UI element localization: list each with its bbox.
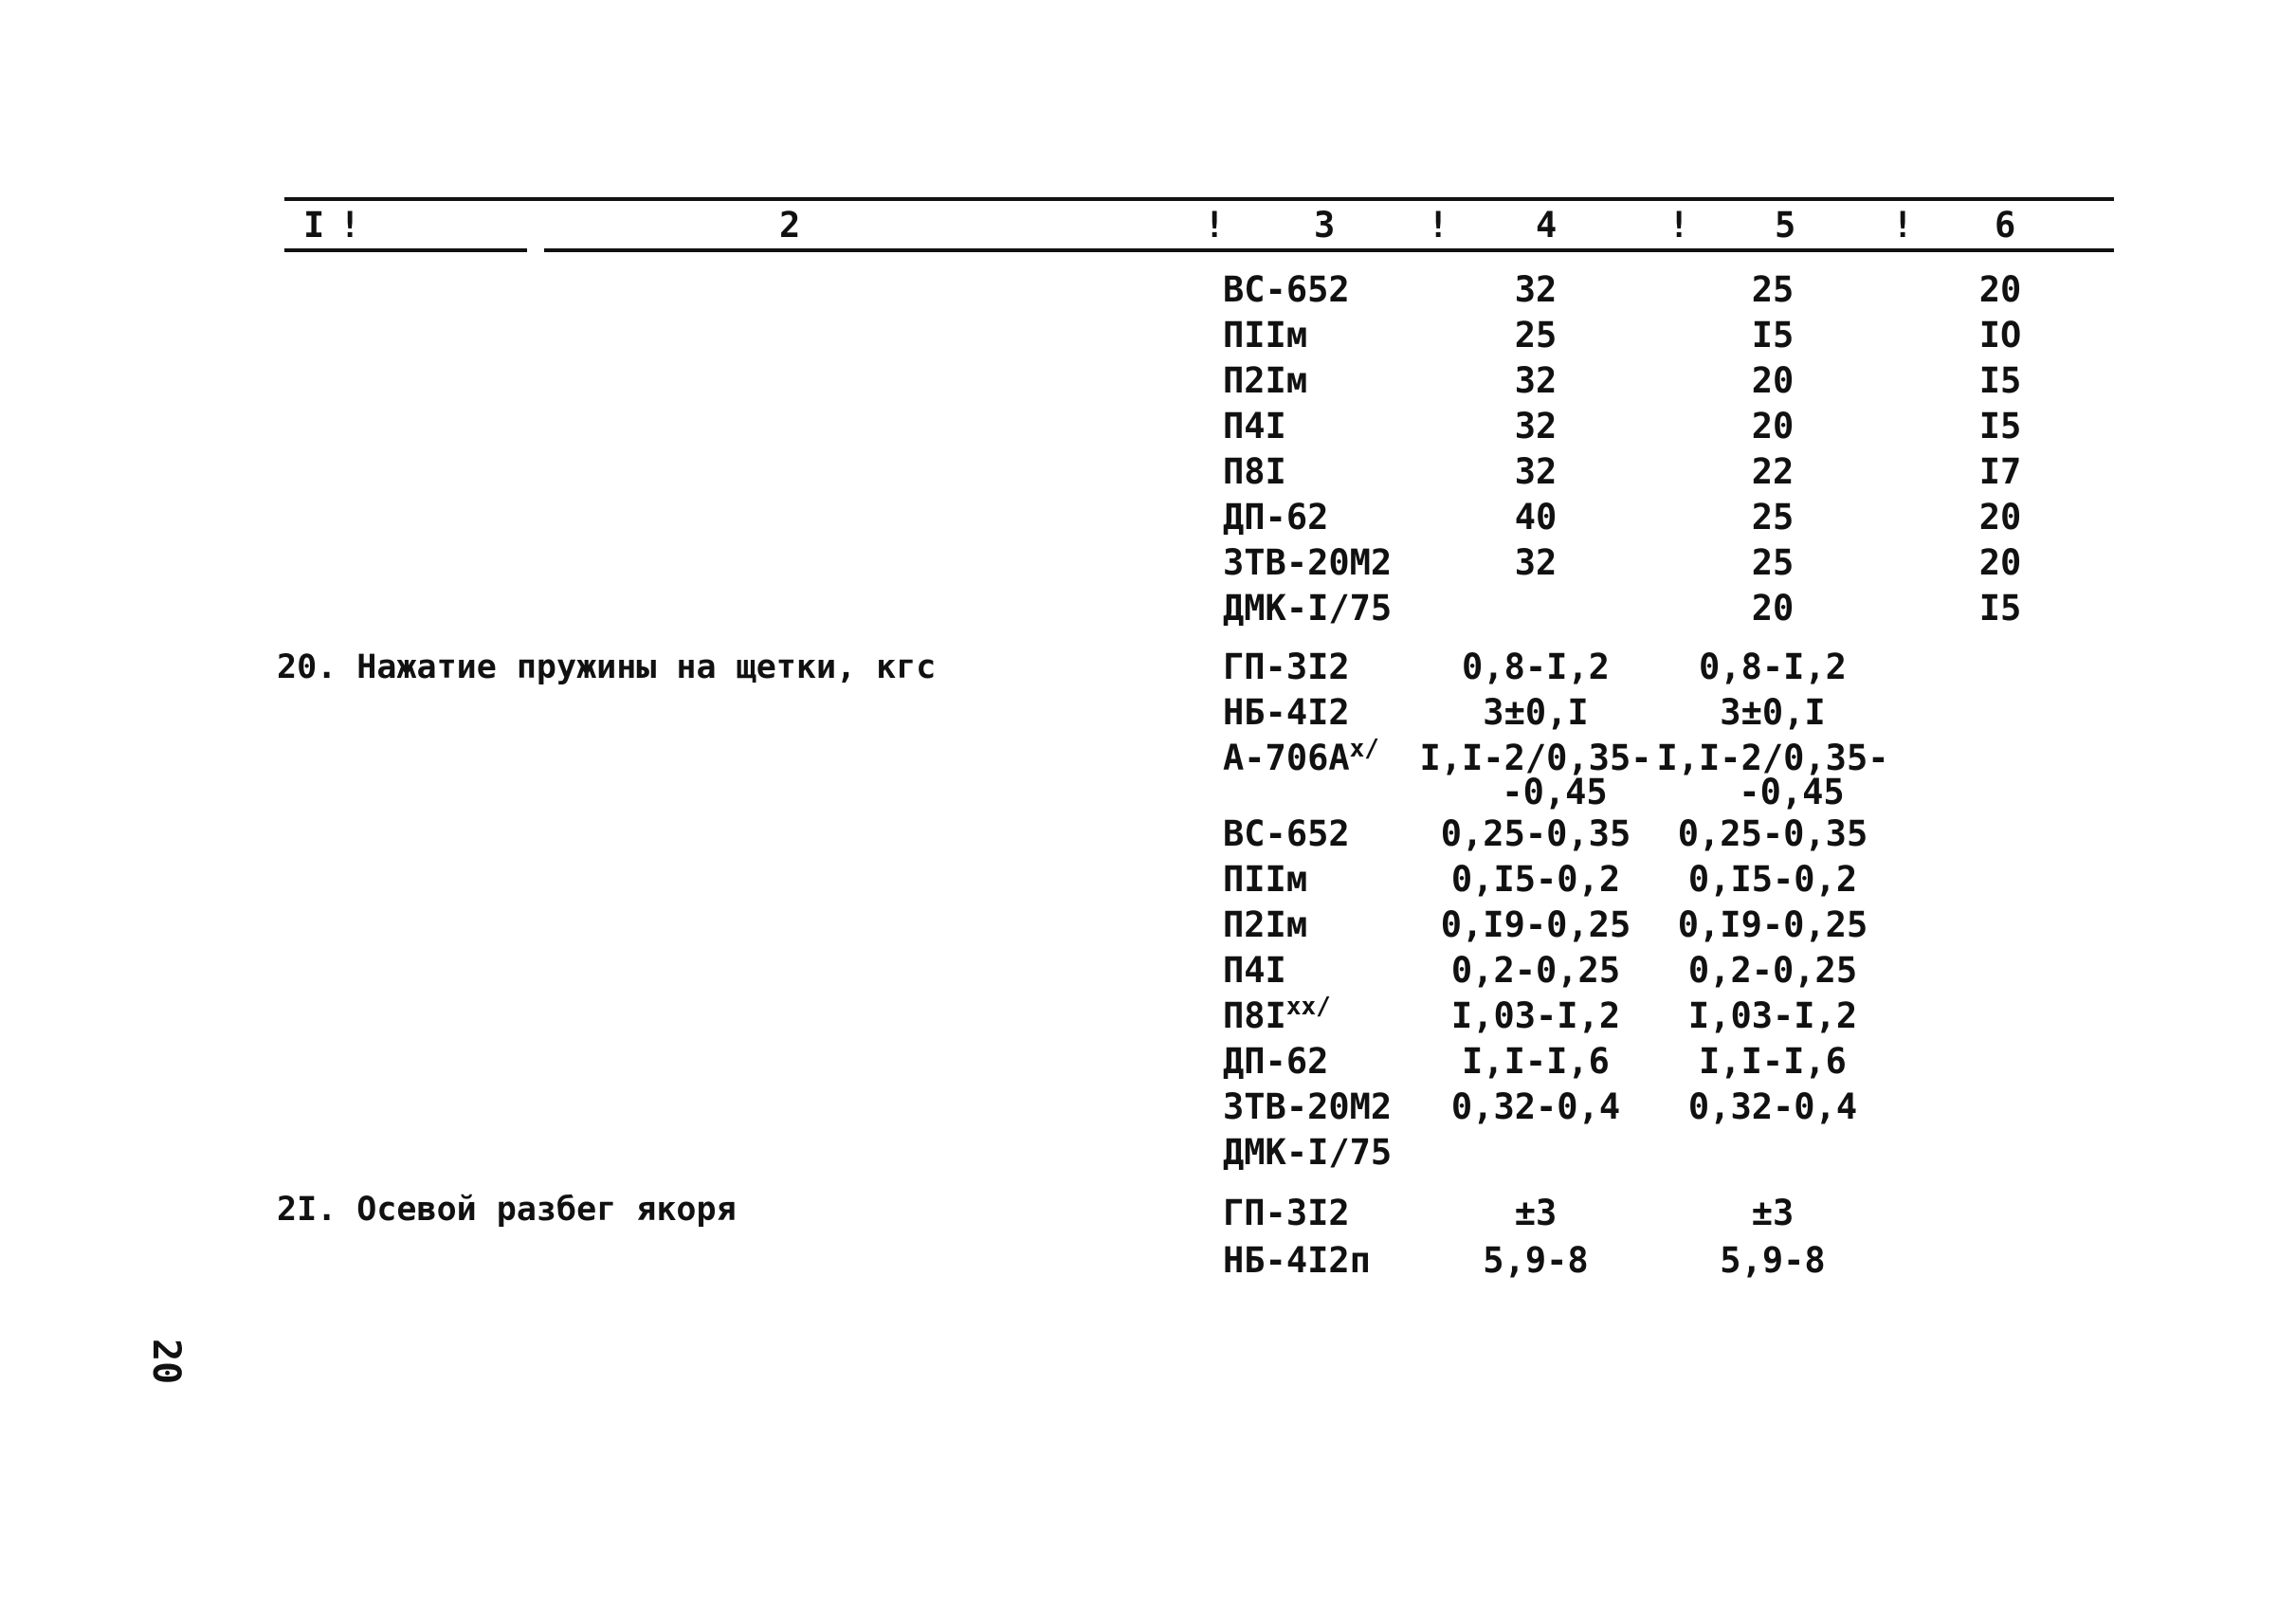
g20-v4: 0,I5-0,2 <box>1450 859 1621 900</box>
g20-v5: I,03-I,2 <box>1687 995 1858 1036</box>
footnote-mark: хх/ <box>1285 993 1331 1021</box>
g19-v6: I5 <box>1978 406 2022 447</box>
g20-v5: 0,I5-0,2 <box>1687 859 1858 900</box>
g20-v4: 0,8-I,2 <box>1462 647 1610 687</box>
g19-v6: IO <box>1978 315 2022 356</box>
g19-v6: I5 <box>1978 360 2022 401</box>
g20-model-text: П8I <box>1223 995 1286 1036</box>
g20-model-text: А-706А <box>1223 738 1350 778</box>
g20-model: ДМК-I/75 <box>1223 1132 1393 1173</box>
g20-v4-line2: -0,45 <box>1502 772 1608 812</box>
g21-v5: ±3 <box>1751 1193 1795 1233</box>
g20-model: ГП-3I2 <box>1223 647 1350 687</box>
g21-model: НБ-4I2п <box>1223 1240 1371 1281</box>
g19-v5: 22 <box>1751 451 1795 492</box>
g19-v6: 20 <box>1978 497 2022 538</box>
header-top-rule <box>284 197 2114 201</box>
g20-v5-line1: I,I-2/0,35- <box>1656 738 1889 778</box>
g19-model: П8I <box>1223 451 1286 492</box>
g19-v6: I5 <box>1978 588 2022 629</box>
g20-v5: I,I-I,6 <box>1699 1041 1847 1082</box>
header-sep-2: ! <box>1204 205 1226 246</box>
header-col-5: 5 <box>1775 205 1796 246</box>
g19-model: ПIIм <box>1223 315 1308 356</box>
g19-v4: 32 <box>1514 360 1558 401</box>
g19-model: ВС-652 <box>1223 269 1350 310</box>
g19-v5: 25 <box>1751 269 1795 310</box>
g19-v4: 32 <box>1514 451 1558 492</box>
g20-model: НБ-4I2 <box>1223 692 1350 733</box>
g19-v5: 20 <box>1751 406 1795 447</box>
g20-v5: 3±0,I <box>1720 692 1826 733</box>
g19-v6: 20 <box>1978 542 2022 583</box>
g19-v4: 32 <box>1514 542 1558 583</box>
g21-v5: 5,9-8 <box>1720 1240 1826 1281</box>
g20-v4: I,I-I,6 <box>1462 1041 1610 1082</box>
g20-v5: 0,2-0,25 <box>1687 950 1858 991</box>
g20-model: П4I <box>1223 950 1286 991</box>
g20-label: 20. Нажатие пружины на щетки, кгс <box>277 648 937 686</box>
g20-model: ВС-652 <box>1223 813 1350 854</box>
header-sep-1: ! <box>339 205 361 246</box>
g21-model: ГП-3I2 <box>1223 1193 1350 1233</box>
g19-v5: I5 <box>1751 315 1795 356</box>
header-col-4: 4 <box>1536 205 1558 246</box>
header-sep-5: ! <box>1892 205 1914 246</box>
g19-v5: 25 <box>1751 542 1795 583</box>
g19-v4: 32 <box>1514 269 1558 310</box>
g19-v4: 25 <box>1514 315 1558 356</box>
g20-model: ЗТВ-20М2 <box>1223 1086 1393 1127</box>
footnote-mark: х/ <box>1349 735 1379 763</box>
g20-v5-line2: -0,45 <box>1739 772 1845 812</box>
page-number: 20 <box>144 1339 188 1385</box>
g20-model: П2Iм <box>1223 904 1308 945</box>
g20-v4: 0,32-0,4 <box>1450 1086 1621 1127</box>
g19-v5: 20 <box>1751 588 1795 629</box>
g19-model: ДМК-I/75 <box>1223 588 1393 629</box>
g20-v5: 0,I9-0,25 <box>1677 904 1868 945</box>
g19-v5: 20 <box>1751 360 1795 401</box>
g20-v4: 3±0,I <box>1483 692 1589 733</box>
g20-v5: 0,8-I,2 <box>1699 647 1847 687</box>
g20-v5-two-line <box>1621 738 1924 813</box>
g20-model: ДП-62 <box>1223 1041 1329 1082</box>
header-col-1: I <box>303 205 325 246</box>
g19-v6: 20 <box>1978 269 2022 310</box>
g21-v4: ±3 <box>1514 1193 1558 1233</box>
g19-v4: 40 <box>1514 497 1558 538</box>
g19-model: П2Iм <box>1223 360 1308 401</box>
g20-v5: 0,32-0,4 <box>1687 1086 1858 1127</box>
g19-v6: I7 <box>1978 451 2022 492</box>
g20-v5: 0,25-0,35 <box>1677 813 1868 854</box>
header-bottom-rule-left <box>284 248 527 252</box>
g19-model: П4I <box>1223 406 1286 447</box>
g19-v5: 25 <box>1751 497 1795 538</box>
header-bottom-rule-right <box>544 248 2114 252</box>
g20-v4: 0,2-0,25 <box>1450 950 1621 991</box>
g21-v4: 5,9-8 <box>1483 1240 1589 1281</box>
header-col-2: 2 <box>779 205 801 246</box>
header-col-3: 3 <box>1314 205 1336 246</box>
g20-v4-line1: I,I-2/0,35- <box>1419 738 1652 778</box>
header-col-6: 6 <box>1995 205 2016 246</box>
g20-model-p81 <box>1223 994 1331 1039</box>
g20-v4: 0,I9-0,25 <box>1440 904 1631 945</box>
g21-label: 2I. Осевой разбег якоря <box>277 1191 737 1229</box>
g19-model: ЗТВ-20М2 <box>1223 542 1393 583</box>
g20-v4: 0,25-0,35 <box>1440 813 1631 854</box>
header-sep-4: ! <box>1668 205 1690 246</box>
g20-model-a706 <box>1223 736 1379 781</box>
g20-v4: I,03-I,2 <box>1450 995 1621 1036</box>
g19-model: ДП-62 <box>1223 497 1329 538</box>
g19-v4: 32 <box>1514 406 1558 447</box>
header-sep-3: ! <box>1428 205 1449 246</box>
g20-model: ПIIм <box>1223 859 1308 900</box>
